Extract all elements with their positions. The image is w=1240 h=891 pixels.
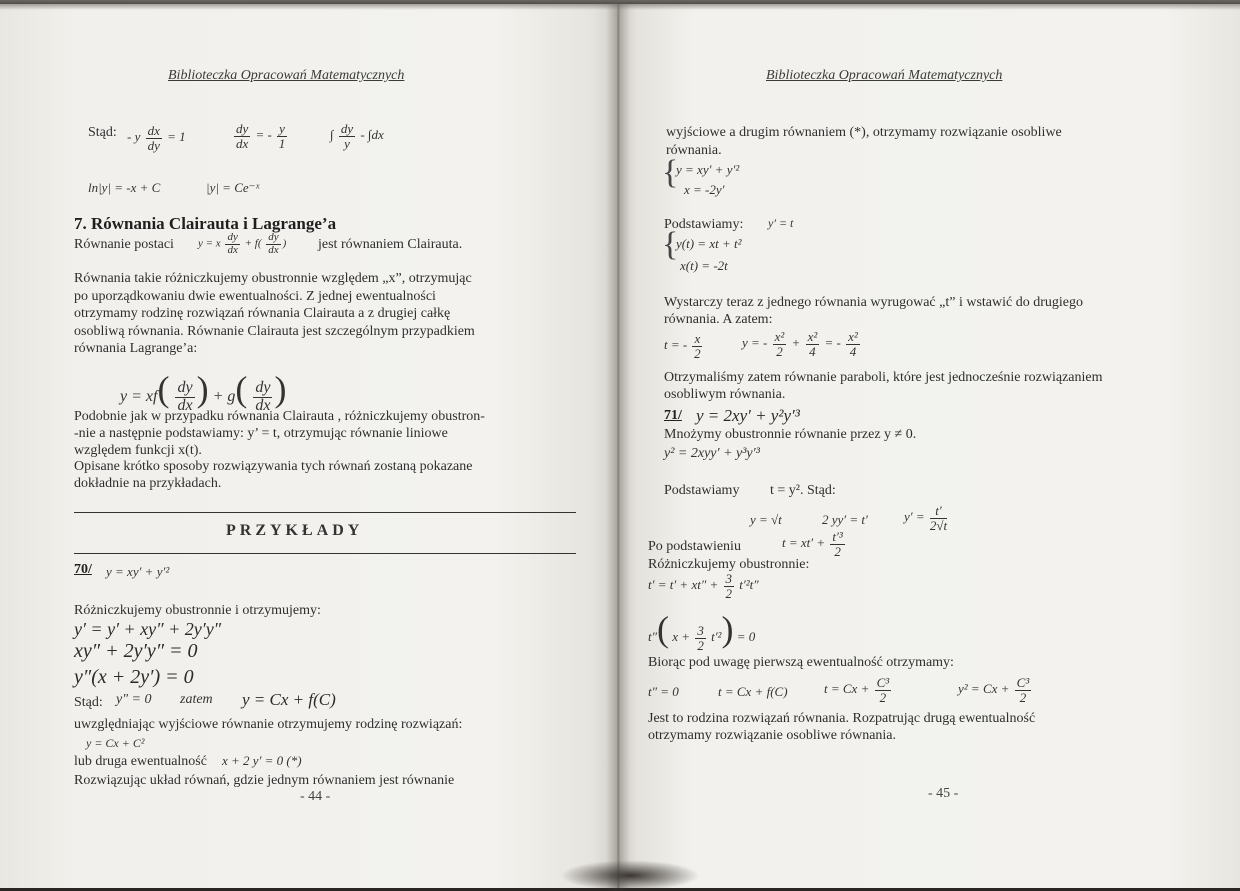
jest-text: Jest to rodzina rozwiązań równania. Rozpatrując drugą ewentualność otrzymamy rozwiązanie osobliwe równania.: [648, 711, 1036, 743]
equation-3: ∫ $\frac{dy}{y}$ - ∫dx: [330, 121, 384, 151]
mnozymy-equation: y² = 2xyy′ + y³y′³: [664, 446, 760, 461]
system-2-b: x(t) = -2t: [680, 258, 728, 273]
uwz-text: uwzględniając wyjściowe równanie otrzymujemy rodzinę rozwiązań:: [74, 717, 463, 732]
r2-equation: t″( x + $\frac{3}{2}$ t′²) = 0: [648, 609, 756, 653]
section-title: 7. Równania Clairauta i Lagrange’a: [74, 214, 337, 233]
podstawiamy-eq: y′ = t: [768, 216, 794, 230]
top-shadow: [0, 0, 1240, 10]
equation-abs: |y| = Ce⁻ˣ: [206, 180, 260, 195]
f2-equation: t = Cx + f(C): [718, 684, 788, 699]
example-70-equation: y = xy′ + y′²: [106, 564, 170, 579]
diff-text: Różniczkujemy obustronnie i otrzymujemy:: [74, 603, 321, 618]
f3-equation: t = Cx + $\frac{\text{C³}}{2}$: [824, 675, 890, 705]
mnozymy-text: Mnożymy obustronnie równanie przez y ≠ 0.: [664, 427, 917, 442]
lagrange-equation: y = xf( $\frac{dy}{dx}$ ) + g( $\frac{dy}{dx}$ ): [120, 369, 287, 414]
running-header: Biblioteczka Opracowań Matematycznych: [766, 68, 1003, 83]
system-2-brace: {: [662, 226, 679, 263]
system-1-b: x = -2y′: [684, 182, 725, 197]
system-1-a: y = xy′ + y′²: [676, 162, 740, 177]
rule-bottom: [74, 553, 576, 554]
f1-equation: t″ = 0: [648, 684, 679, 699]
y-equation: y = - $\frac{\text{x²}}{2}$ + $\frac{\text{x²}}{4}$ = - $\frac{\text{x²}}{4}$: [742, 329, 858, 359]
last-line: Rozwiązując układ równań, gdzie jednym równaniem jest równanie: [74, 773, 455, 788]
system-1-brace: {: [662, 154, 679, 191]
example-71-equation: y = 2xy′ + y²y′³: [696, 406, 800, 425]
derivative-line-3: y″(x + 2y′) = 0: [74, 666, 194, 688]
page-number-45: - 45 -: [928, 786, 959, 801]
paragraph-2: Podobnie jak w przypadku równania Clairauta , różniczkujemy obustron- -nie a następnie podstawiamy: y’ = t, otrzymując równanie liniowe względem funkcji x(t). Opisane krótko sposoby rozwiązywania tych równań zostaną pokazane dokładnie na przykładach.: [74, 409, 485, 492]
equation-1: - y $\frac{dx}{dy}$ = 1: [127, 123, 186, 153]
po-podstawieniu: Po podstawieniu: [648, 539, 741, 554]
s3-equation: y′ = $\frac{t'}{2√t}$: [904, 503, 948, 533]
example-71-number: 71/: [664, 408, 682, 423]
left-page: [0, 4, 618, 888]
s2-equation: 2 yy′ = t′: [822, 512, 868, 527]
lub-equation: x + 2 y′ = 0 (*): [222, 753, 302, 768]
wystarczy-text: Wystarczy teraz z jednego równania wyrugować „t” i wstawić do drugiego równania. A zatem:: [664, 295, 1083, 327]
rule-top: [74, 512, 576, 513]
stad-label: Stąd:: [88, 125, 117, 140]
s1-equation: y = √t: [750, 512, 782, 527]
bottom-shadow: [560, 860, 700, 891]
stad2-c: y = Cx + f(C): [242, 690, 336, 709]
f4-equation: y² = Cx + $\frac{\text{C³}}{2}$: [958, 675, 1030, 705]
podstawiamy-2-label: Podstawiamy: [664, 483, 740, 498]
stad2-label: Stąd:: [74, 695, 103, 710]
equation-ln: ln|y| = -x + C: [88, 180, 161, 195]
solution-family: y = Cx + C²: [86, 736, 145, 750]
parabola-text: Otrzymaliśmy zatem równanie paraboli, które jest jednocześnie rozwiązaniem osobliwym równania.: [664, 370, 1103, 402]
examples-heading: PRZYKŁADY: [226, 522, 364, 539]
r1-equation: t′ = t′ + xt″ + $\frac{3}{2}$ t′²t″: [648, 571, 759, 601]
intro-pre: Równanie postaci: [74, 237, 174, 252]
running-header: Biblioteczka Opracowań Matematycznych: [168, 68, 405, 83]
stad2-a: y″ = 0: [116, 692, 152, 707]
stad2-b: zatem: [180, 692, 213, 707]
equation-2: $\frac{dy}{dx}$ = - $\frac{y}{1}$: [236, 121, 286, 151]
pp-equation: t = xt′ + $\frac{\text{t′³}}{2}$: [782, 529, 843, 559]
right-page: [618, 4, 1240, 888]
page-number-44: - 44 -: [300, 789, 331, 804]
rozniczkujemy-text: Różniczkujemy obustronnie:: [648, 557, 810, 572]
t-equation: t = - $\frac{x}{2}$: [664, 331, 701, 361]
lub-pre: lub druga ewentualność: [74, 754, 207, 769]
podstawiamy-label: Podstawiamy:: [664, 217, 744, 232]
system-2-a: y(t) = xt + t²: [676, 236, 742, 251]
intro-post: jest równaniem Clairauta.: [318, 237, 463, 252]
intro-lines: wyjściowe a drugim równaniem (*), otrzymamy rozwiązanie osobliwe równania.: [666, 125, 1062, 158]
podstawiamy-2-eq: t = y². Stąd:: [770, 483, 836, 498]
example-70-number: 70/: [74, 562, 92, 577]
biorac-text: Biorąc pod uwagę pierwszą ewentualność otrzymamy:: [648, 655, 954, 670]
derivative-line-1: y′ = y′ + xy″ + 2y′y″: [74, 619, 222, 639]
derivative-line-2: xy″ + 2y′y″ = 0: [74, 640, 198, 662]
paragraph-1: Równania takie różniczkujemy obustronnie względem „x”, otrzymując po uporządkowaniu dwie ewentualności. Z jednej ewentualności otrzymamy rodzinę rozwiązań równania Clairauta a z drugiej całkę osobliwą równania. Równanie Clairauta jest szczególnym przypadkiem równania Lagrange’a:: [74, 271, 475, 356]
book-gutter: [606, 0, 630, 891]
clairaut-formula: y = x $\frac{dy}{dx}$ + f( $\frac{dy}{dx}$ ): [198, 231, 287, 256]
